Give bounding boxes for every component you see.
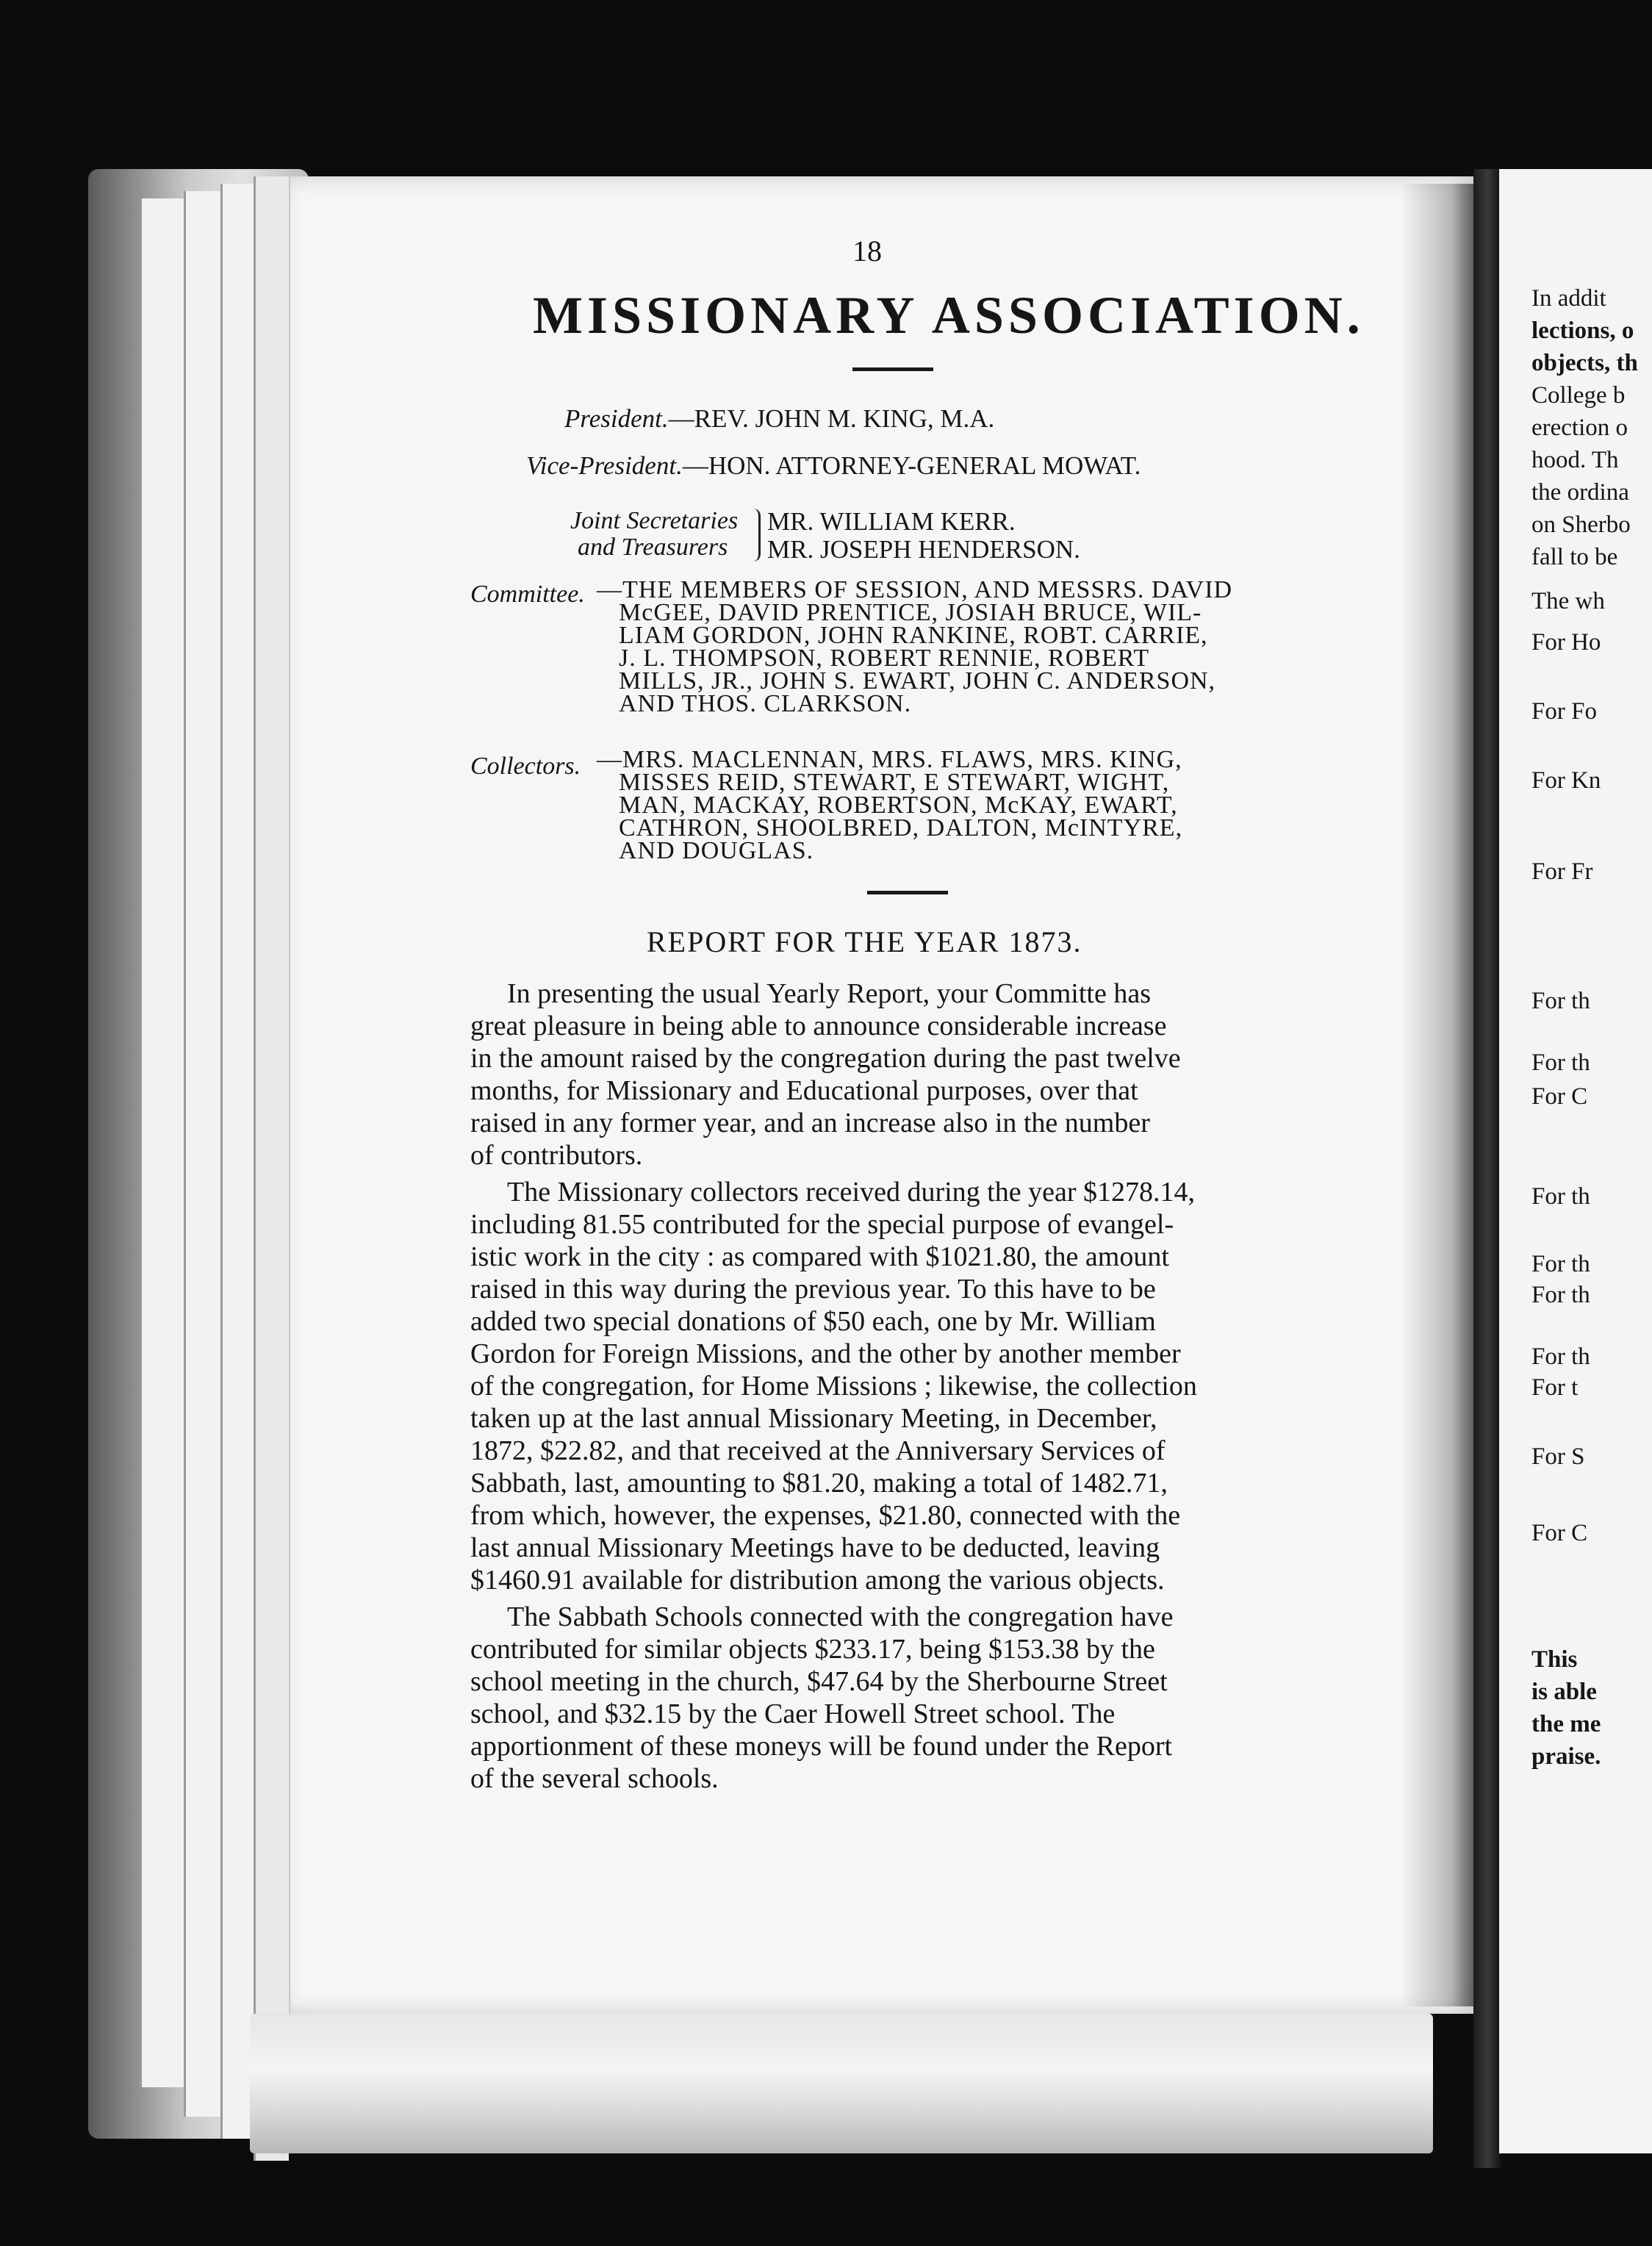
right-fragment: The wh [1531, 588, 1605, 614]
right-fragment: For th [1531, 1251, 1590, 1277]
text-line: great pleasure in being able to announce considerable increase [470, 1011, 1167, 1041]
committee-label: Committee. [470, 581, 585, 608]
committee-line: J. L. THOMPSON, ROBERT RENNIE, ROBERT [619, 645, 1150, 672]
right-fragment: For Kn [1531, 767, 1601, 794]
text-line: Gordon for Foreign Missions, and the other by another member [470, 1338, 1181, 1369]
right-fragment: fall to be [1531, 544, 1618, 570]
collectors-line: CATHRON, SHOOLBRED, DALTON, McINTYRE, [619, 814, 1183, 842]
book-spine [1473, 169, 1501, 2168]
president-label: President. [564, 404, 669, 433]
right-fragment: For C [1531, 1083, 1588, 1110]
paragraph-1 [470, 977, 1360, 1172]
text-line: In presenting the usual Yearly Report, your Committe has [507, 978, 1151, 1009]
text-line: from which, however, the expenses, $21.80, connected with the [470, 1500, 1181, 1531]
page-gutter-shadow [1400, 184, 1473, 2006]
page-edge [140, 198, 186, 2087]
text-line: months, for Missionary and Educational purposes, over that [470, 1075, 1138, 1106]
text-line: 1872, $22.82, and that received at the Anniversary Services of [470, 1435, 1166, 1466]
committee-line: —THE MEMBERS OF SESSION, AND MESSRS. DAVID [597, 576, 1233, 603]
right-fragment: hood. Th [1531, 447, 1619, 473]
collectors-list [597, 748, 1182, 862]
text-line: of the several schools. [470, 1763, 719, 1794]
collectors-line: —MRS. MACLENNAN, MRS. FLAWS, MRS. KING, [597, 746, 1182, 773]
right-fragment: For Ho [1531, 629, 1601, 656]
text-line: of the congregation, for Home Missions ; likewise, the collection [470, 1371, 1197, 1402]
right-fragment: For th [1531, 988, 1590, 1014]
text-line: istic work in the city : as compared with $1021.80, the amount [470, 1241, 1169, 1272]
right-fragment: For th [1531, 1343, 1590, 1370]
president-row [564, 404, 994, 434]
right-page [1499, 169, 1652, 2153]
secretary-name: MR. JOSEPH HENDERSON. [767, 535, 1080, 564]
text-line: added two special donations of $50 each, one by Mr. William [470, 1306, 1156, 1337]
page-edge [254, 176, 289, 2161]
vice-president-value: —HON. ATTORNEY-GENERAL MOWAT. [682, 451, 1141, 480]
brace [750, 509, 761, 562]
page-stack-bottom [250, 2014, 1433, 2153]
collectors-line: MISSES REID, STEWART, E STEWART, WIGHT, [619, 769, 1170, 796]
text-line: of contributors. [470, 1140, 643, 1171]
right-fragment: For t [1531, 1374, 1579, 1401]
right-fragment: In addit [1531, 285, 1606, 312]
right-fragment: For th [1531, 1183, 1590, 1210]
right-fragment: For th [1531, 1282, 1590, 1308]
text-line: $1460.91 available for distribution among the various objects. [470, 1565, 1165, 1596]
text-line: last annual Missionary Meetings have to be deducted, leaving [470, 1532, 1160, 1563]
secretaries-label: Joint Secretaries [570, 507, 739, 534]
committee-line: MILLS, JR., JOHN S. EWART, JOHN C. ANDERSON, [619, 667, 1216, 695]
right-fragment: on Sherbo [1531, 512, 1631, 538]
report-heading: REPORT FOR THE YEAR 1873. [647, 925, 1082, 958]
committee-line: AND THOS. CLARKSON. [619, 690, 912, 717]
section-rule [867, 891, 948, 894]
vice-president-label: Vice-President. [526, 451, 683, 480]
text-line: Sabbath, last, amounting to $81.20, making a total of 1482.71, [470, 1468, 1168, 1499]
text-line: apportionment of these moneys will be found under the Report [470, 1731, 1173, 1762]
right-fragment: objects, th [1531, 350, 1638, 376]
collectors-line: MAN, MACKAY, ROBERTSON, McKAY, EWART, [619, 792, 1178, 819]
right-fragment: For C [1531, 1520, 1588, 1546]
text-line: including 81.55 contributed for the special purpose of evangel- [470, 1209, 1174, 1240]
collectors-label: Collectors. [470, 753, 581, 780]
page-title: MISSIONARY ASSOCIATION. [533, 286, 1365, 345]
president-value: —REV. JOHN M. KING, M.A. [668, 404, 995, 433]
secretary-name: MR. WILLIAM KERR. [767, 507, 1016, 536]
collectors-line: AND DOUGLAS. [619, 837, 814, 864]
right-fragment: This [1531, 1646, 1578, 1673]
text-line: in the amount raised by the congregation during the past twelve [470, 1043, 1181, 1074]
title-rule [852, 367, 933, 371]
right-fragment: College b [1531, 382, 1626, 409]
right-fragment: For S [1531, 1443, 1585, 1470]
text-line: The Sabbath Schools connected with the congregation have [507, 1601, 1174, 1632]
right-fragment: is able [1531, 1679, 1597, 1705]
committee-line: McGEE, DAVID PRENTICE, JOSIAH BRUCE, WIL- [619, 599, 1202, 626]
text-line: school, and $32.15 by the Caer Howell Street school. The [470, 1698, 1116, 1729]
treasurers-label: and Treasurers [578, 534, 728, 561]
page-number: 18 [852, 234, 882, 268]
right-fragment: praise. [1531, 1743, 1601, 1770]
text-line: raised in any former year, and an increase also in the number [470, 1108, 1150, 1138]
committee-list [597, 578, 1232, 715]
text-line: contributed for similar objects $233.17, being $153.38 by the [470, 1634, 1155, 1665]
text-line: The Missionary collectors received during the year $1278.14, [507, 1177, 1195, 1208]
right-fragment: the me [1531, 1711, 1601, 1737]
right-fragment: For Fr [1531, 858, 1593, 885]
text-line: school meeting in the church, $47.64 by the Sherbourne Street [470, 1666, 1168, 1697]
paragraph-3 [470, 1601, 1360, 1795]
vice-president-row [526, 451, 1141, 481]
committee-line: LIAM GORDON, JOHN RANKINE, ROBT. CARRIE, [619, 622, 1208, 649]
paragraph-2 [470, 1176, 1360, 1596]
right-fragment: For Fo [1531, 698, 1597, 725]
right-fragment: lections, o [1531, 317, 1634, 344]
right-fragment: the ordina [1531, 479, 1629, 506]
text-line: raised in this way during the previous year. To this have to be [470, 1274, 1156, 1305]
right-fragment: erection o [1531, 415, 1628, 441]
right-fragment: For th [1531, 1050, 1590, 1076]
text-line: taken up at the last annual Missionary Meeting, in December, [470, 1403, 1157, 1434]
